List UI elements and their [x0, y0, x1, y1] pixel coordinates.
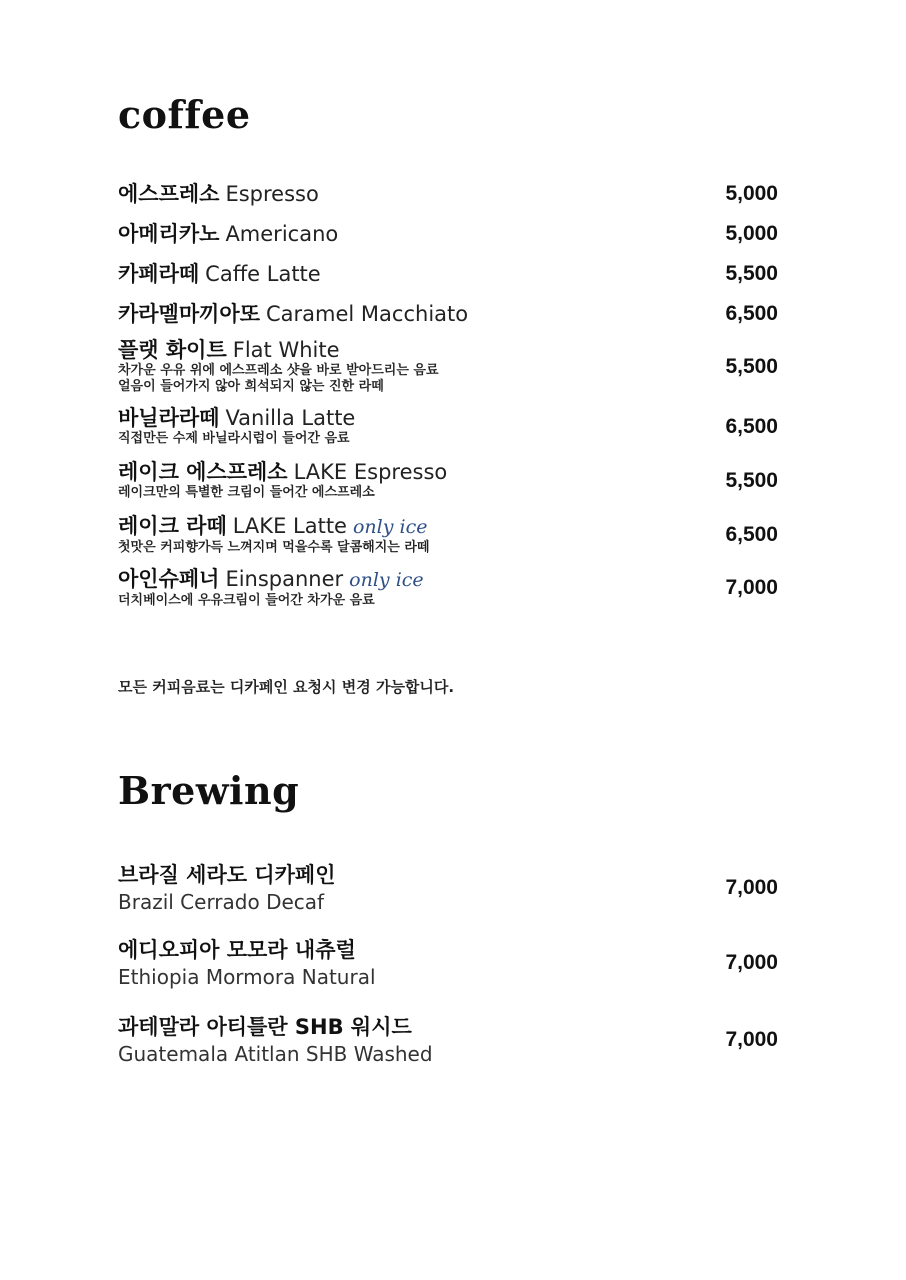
item-price: 7,000	[725, 951, 778, 974]
menu-item-espresso	[118, 181, 778, 207]
item-price: 6,500	[725, 523, 778, 546]
brew-item-brazil	[118, 861, 778, 915]
item-name-ko: 브라질 세라도 디카페인	[118, 863, 336, 887]
item-description: 더치베이스에 우유크림이 들어간 차가운 음료	[118, 593, 375, 608]
menu-item-lake-latte	[118, 513, 778, 557]
item-name-ko: 바닐라라떼	[118, 406, 220, 430]
item-name-en: Einspanner	[225, 567, 344, 591]
menu-item-americano	[118, 221, 778, 247]
item-name-ko: 레이크 라떼	[118, 514, 227, 538]
only-ice-tag: only ice	[349, 569, 424, 591]
item-price: 7,000	[725, 1028, 778, 1051]
item-name-en: Ethiopia Mormora Natural	[118, 965, 376, 989]
item-price: 5,500	[725, 469, 778, 492]
item-name-ko: 과테말라 아티틀란 SHB 워시드	[118, 1015, 412, 1039]
item-price: 6,500	[725, 302, 778, 325]
menu-item-flat-white	[118, 337, 778, 397]
menu-item-caffe-latte	[118, 261, 778, 287]
item-price: 5,000	[725, 182, 778, 205]
item-name-ko: 에디오피아 모모라 내츄럴	[118, 938, 356, 962]
item-price: 5,500	[725, 262, 778, 285]
item-name-en: Americano	[225, 222, 339, 246]
item-name-en: Vanilla Latte	[225, 406, 356, 430]
coffee-section-title: coffee	[118, 92, 251, 137]
item-description: 레이크만의 특별한 크림이 들어간 에스프레소	[118, 485, 375, 500]
item-price: 6,500	[725, 415, 778, 438]
item-price: 7,000	[725, 576, 778, 599]
brewing-section-title: Brewing	[118, 768, 300, 813]
item-name-en: Espresso	[225, 182, 319, 206]
brew-item-ethiopia	[118, 936, 778, 990]
item-price: 5,000	[725, 222, 778, 245]
item-description: 얼음이 들어가지 않아 희석되지 않는 진한 라떼	[118, 379, 384, 394]
brew-item-guatemala	[118, 1013, 778, 1067]
item-description: 차가운 우유 위에 에스프레소 샷을 바로 받아드리는 음료	[118, 363, 439, 378]
item-name-ko: 레이크 에스프레소	[118, 460, 288, 484]
only-ice-tag: only ice	[352, 516, 428, 538]
item-name-en: Flat White	[232, 338, 340, 362]
item-name-ko: 카라멜마끼아또	[118, 302, 261, 326]
item-name-en: LAKE Latte	[232, 514, 347, 538]
item-name-ko: 아인슈페너	[118, 567, 220, 591]
decaf-note: 모든 커피음료는 디카페인 요청시 변경 가능합니다.	[118, 678, 455, 696]
item-price: 7,000	[725, 876, 778, 899]
item-name-en: Caffe Latte	[205, 262, 321, 286]
item-description: 직접만든 수제 바닐라시럽이 들어간 음료	[118, 431, 350, 446]
menu-item-lake-espresso	[118, 459, 778, 503]
item-name-en: Brazil Cerrado Decaf	[118, 890, 325, 914]
item-name-ko: 아메리카노	[118, 222, 220, 246]
item-name-ko: 카페라떼	[118, 262, 200, 286]
item-name-ko: 플랫 화이트	[118, 338, 227, 362]
item-price: 5,500	[725, 355, 778, 378]
item-name-ko: 에스프레소	[118, 182, 220, 206]
menu-item-caramel-macchiato	[118, 301, 778, 327]
item-name-en: Caramel Macchiato	[266, 302, 469, 326]
item-description: 첫맛은 커피향가득 느껴지며 먹을수록 달콤해지는 라떼	[118, 540, 430, 555]
item-name-en: Guatemala Atitlan SHB Washed	[118, 1042, 433, 1066]
menu-item-einspanner	[118, 566, 778, 610]
item-name-en: LAKE Espresso	[293, 460, 448, 484]
menu-item-vanilla-latte	[118, 405, 778, 449]
